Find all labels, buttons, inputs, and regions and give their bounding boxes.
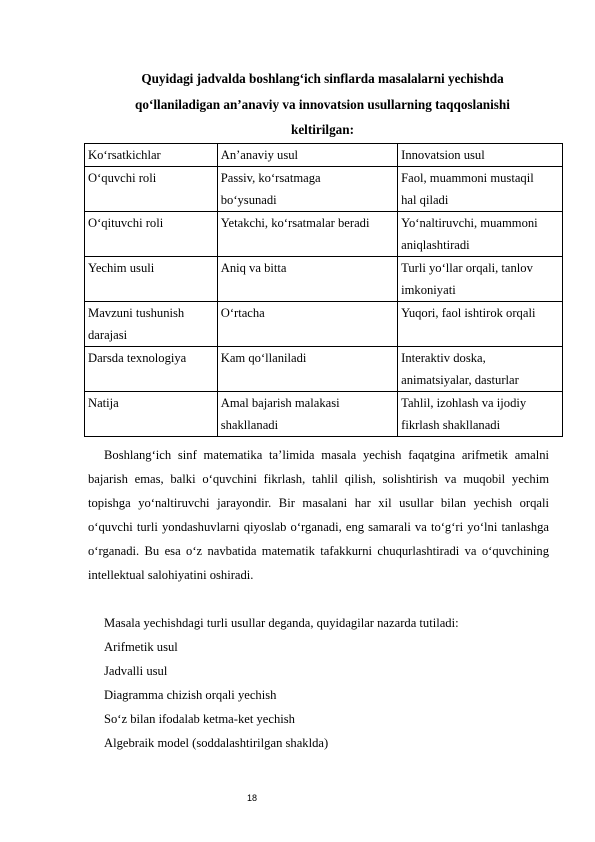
- cell-line: Mavzuni tushunish: [88, 306, 185, 320]
- header-cell-indicators: Ko‘rsatkichlar: [85, 144, 218, 167]
- title-line: qo‘llaniladigan an’anaviy va innovatsion usullarning taqqoslanishi: [135, 96, 510, 112]
- table-cell: [217, 212, 397, 257]
- cell-line: Yetakchi, ko‘rsatmalar beradi: [220, 216, 370, 230]
- table-row: [85, 167, 563, 212]
- table-cell: [217, 392, 397, 437]
- cell-line: O‘qituvchi roli: [88, 216, 164, 230]
- comparison-table: [84, 143, 563, 437]
- methods-intro: Masala yechishdagi turli usullar deganda, quyidagilar nazarda tutiladi:: [104, 616, 459, 630]
- cell-line: aniqlashtiradi: [401, 238, 470, 252]
- table-row: [85, 302, 563, 347]
- cell-line: Aniq va bitta: [220, 261, 287, 275]
- list-item: Diagramma chizish orqali yechish: [104, 688, 277, 702]
- list-item: Algebraik model (soddalashtirilgan shaklda): [104, 736, 329, 750]
- title-line: keltirilgan:: [290, 122, 354, 137]
- table-cell: [398, 167, 563, 212]
- table-cell: [85, 302, 218, 347]
- cell-line: Darsda texnologiya: [88, 351, 187, 365]
- cell-line: Amal bajarish malakasi: [220, 396, 340, 410]
- cell-line: imkoniyati: [401, 283, 456, 297]
- list-item: So‘z bilan ifodalab ketma-ket yechish: [104, 712, 295, 726]
- cell-line: Turli yo‘llar orqali, tanlov: [401, 261, 533, 275]
- header-cell-innovative: Innovatsion usul: [398, 144, 563, 167]
- table-row: [85, 212, 563, 257]
- header-cell-traditional: An’anaviy usul: [217, 144, 397, 167]
- page-number: 18: [247, 793, 258, 803]
- table-cell: [398, 302, 563, 347]
- cell-line: bo‘ysunadi: [220, 193, 277, 207]
- table-row: [85, 347, 563, 392]
- table-row: [85, 392, 563, 437]
- page-title: [90, 66, 555, 143]
- cell-line: Yuqori, faol ishtirok orqali: [401, 306, 536, 320]
- table-cell: [398, 257, 563, 302]
- cell-line: Tahlil, izohlash va ijodiy: [401, 396, 527, 410]
- cell-line: O‘quvchi roli: [88, 171, 157, 185]
- cell-line: Kam qo‘llaniladi: [220, 351, 307, 365]
- cell-line: Faol, muammoni mustaqil: [401, 171, 534, 185]
- cell-line: shakllanadi: [220, 418, 279, 432]
- table-cell: [85, 257, 218, 302]
- cell-line: Yechim usuli: [88, 261, 155, 275]
- cell-line: animatsiyalar, dasturlar: [401, 373, 519, 387]
- table-row: [85, 257, 563, 302]
- table-cell: [85, 167, 218, 212]
- methods-list: [104, 635, 328, 755]
- cell-line: O‘rtacha: [220, 306, 265, 320]
- body-paragraph: Boshlang‘ich sinf matematika ta’limida masala yechish faqatgina arifmetik amalni bajarish emas, balki o‘quvchini fikrlash, tahlil qilish, solishtirish va muqobil yechim topishga yo‘naltiruvchi jarayondir. Bir masalani har xil usullar bilan yechish orqali o‘quvchi turli yondashuvlarni qiyoslab o‘rganadi, eng samarali va to‘g‘ri yo‘lni tanlashga o‘rganadi. Bu esa o‘z navbatida matematik tafakkurni chuqurlashtiradi va o‘quvchining intellektual salohiyatini oshiradi.: [88, 448, 549, 582]
- table-cell: [217, 167, 397, 212]
- table-cell: [85, 212, 218, 257]
- table-cell: [85, 392, 218, 437]
- table-cell: [85, 347, 218, 392]
- table-cell: [217, 302, 397, 347]
- list-item: Arifmetik usul: [104, 640, 178, 654]
- cell-line: Passiv, ko‘rsatmaga: [220, 171, 321, 185]
- cell-line: Natija: [88, 396, 119, 410]
- cell-line: fikrlash shakllanadi: [401, 418, 501, 432]
- table-cell: [398, 392, 563, 437]
- table-cell: [398, 347, 563, 392]
- cell-line: Interaktiv doska,: [401, 351, 486, 365]
- table-header-row: [85, 144, 563, 167]
- list-item: Jadvalli usul: [104, 664, 168, 678]
- table-cell: [217, 257, 397, 302]
- cell-line: darajasi: [88, 328, 128, 342]
- table-cell: [398, 212, 563, 257]
- table-cell: [217, 347, 397, 392]
- cell-line: hal qiladi: [401, 193, 449, 207]
- title-line: Quyidagi jadvalda boshlang‘ich sinflarda masalalarni yechishda: [141, 71, 504, 86]
- cell-line: Yo‘naltiruvchi, muammoni: [401, 216, 538, 230]
